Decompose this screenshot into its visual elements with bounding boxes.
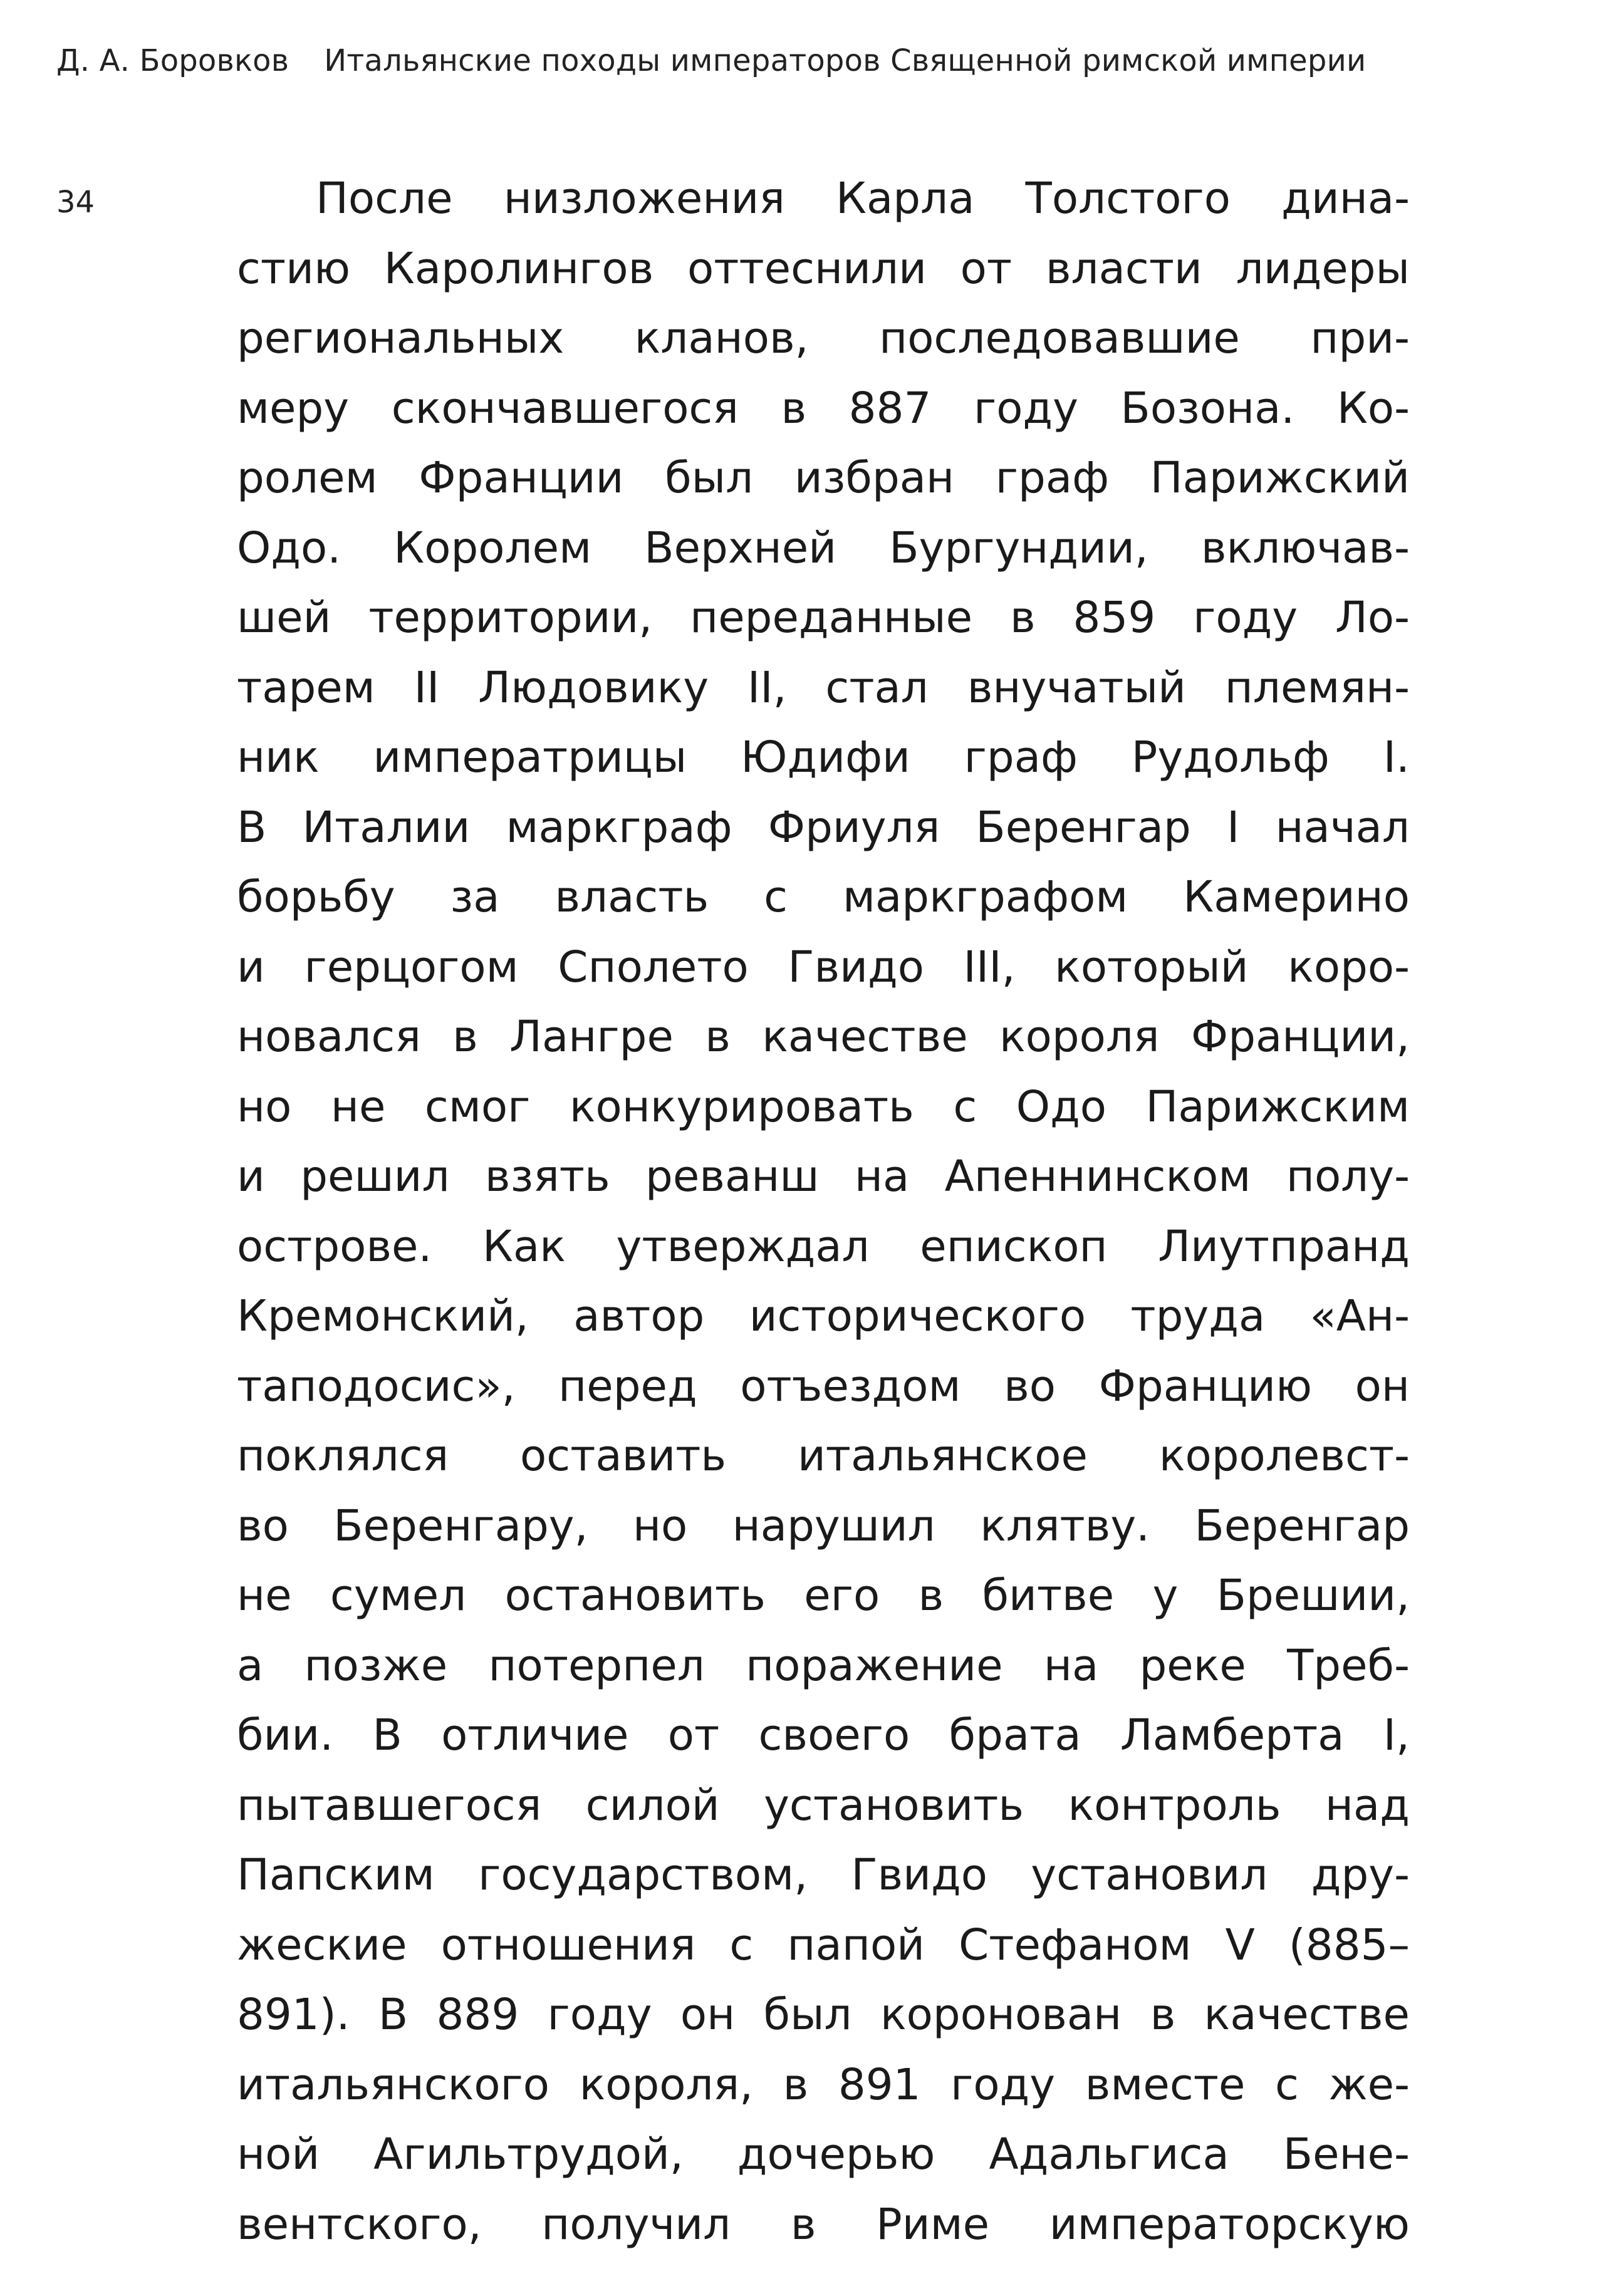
text-line: тарем II Людовику II, стал внучатый племян- — [237, 662, 1410, 713]
text-line: и решил взять реванш на Апеннинском полу- — [237, 1151, 1410, 1202]
text-line: Одо. Королем Верхней Бургундии, включав- — [237, 522, 1410, 573]
page-number: 34 — [56, 185, 95, 220]
text-line: но не смог конкурировать с Одо Парижским — [237, 1081, 1410, 1132]
text-line: новался в Лангре в качестве короля Франции, — [237, 1012, 1410, 1062]
text-line: жеские отношения с папой Стефаном V (885– — [237, 1919, 1410, 1970]
text-line: ной Агильтрудой, дочерью Адальгиса Бене- — [237, 2129, 1410, 2179]
text-line: меру скончавшегося в 887 году Бозона. Ко- — [237, 383, 1410, 434]
body-paragraph — [237, 164, 1410, 2260]
text-line: Кремонский, автор исторического труда «Ан- — [237, 1291, 1410, 1341]
text-line: вентского, получил в Риме императорскую — [237, 2199, 1410, 2250]
text-line: пытавшегося силой установить контроль над — [237, 1780, 1410, 1831]
text-line: итальянского короля, в 891 году вместе с же- — [237, 2059, 1410, 2110]
text-line: поклялся оставить итальянское королевст- — [237, 1431, 1410, 1481]
text-line: острове. Как утверждал епископ Лиутпранд — [237, 1221, 1410, 1272]
text-line: В Италии маркграф Фриуля Беренгар I начал — [237, 802, 1410, 853]
text-line: не сумел остановить его в битве у Брешии, — [237, 1571, 1410, 1621]
text-line: таподосис», перед отъездом во Францию он — [237, 1361, 1410, 1411]
text-line: стию Каролингов оттеснили от власти лидеры — [237, 243, 1410, 294]
text-line: региональных кланов, последовавшие при- — [237, 313, 1410, 363]
text-line: ник императрицы Юдифи граф Рудольф I. — [237, 732, 1410, 782]
text-line: шей территории, переданные в 859 году Ло- — [237, 593, 1410, 643]
header-author: Д. А. Боровков — [56, 43, 289, 78]
text-line: и герцогом Сполето Гвидо III, который коро- — [237, 942, 1410, 992]
text-line: Папским государством, Гвидо установил дру- — [237, 1850, 1410, 1900]
running-header — [56, 33, 1366, 89]
text-line: а позже потерпел поражение на реке Треб- — [237, 1640, 1410, 1691]
text-line: во Беренгару, но нарушил клятву. Беренгар — [237, 1500, 1410, 1551]
text-line: ролем Франции был избран граф Парижский — [237, 453, 1410, 503]
text-line: После низложения Карла Толстого дина- — [316, 174, 1410, 224]
text-line: борьбу за власть с маркграфом Камерино — [237, 872, 1410, 922]
text-line: бии. В отличие от своего брата Ламберта I, — [237, 1710, 1410, 1760]
header-book-title: Итальянские походы императоров Священной римской империи — [324, 43, 1366, 78]
text-line: 891). В 889 году он был коронован в качестве — [237, 1990, 1410, 2040]
